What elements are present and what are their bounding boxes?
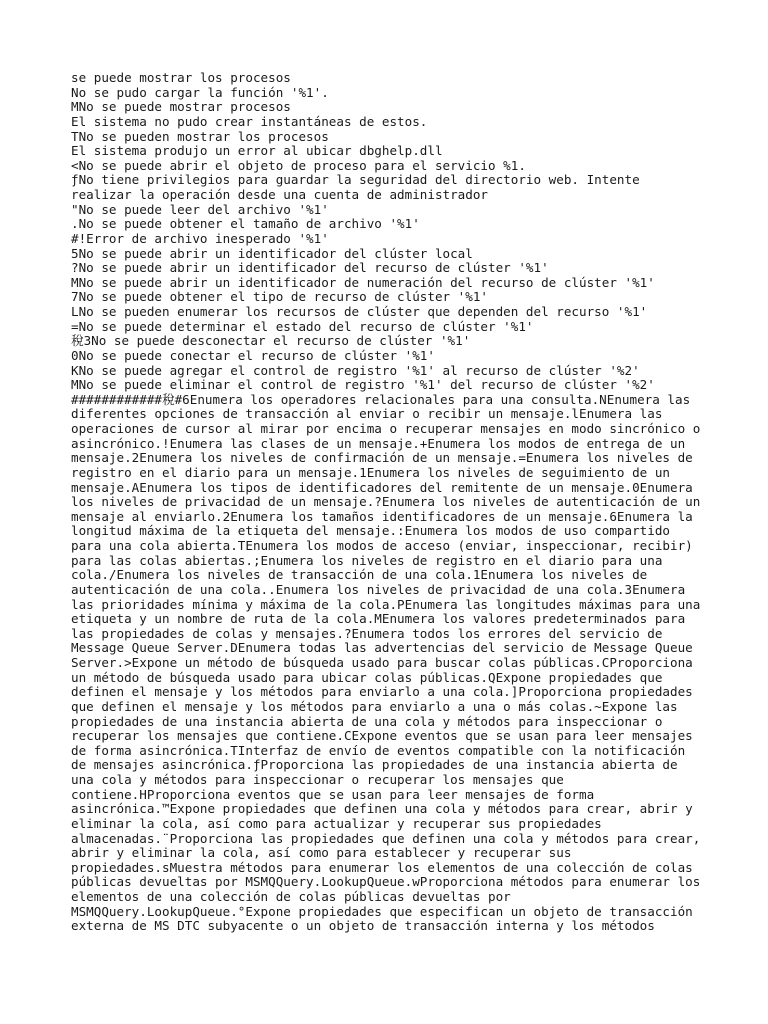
- text-line: registro en el diario para un mensaje.1Enumera los niveles de seguimiento de un: [71, 465, 670, 480]
- text-line: longitud máxima de la etiqueta del mensaje.:Enumera los modos de uso compartido: [71, 524, 670, 539]
- text-line: asincrónica.™Expone propiedades que definen una cola y métodos para crear, abrir y: [71, 802, 693, 817]
- text-line: #!Error de archivo inesperado '%1': [71, 231, 329, 246]
- text-line: de forma asincrónica.TInterfaz de envío de eventos compatible con la notificación: [71, 743, 686, 758]
- text-line: El sistema produjo un error al ubicar dbghelp.dll: [71, 144, 443, 159]
- text-line: mensaje.2Enumera los niveles de confirmación de un mensaje.=Enumera los niveles de: [71, 451, 693, 466]
- text-line: externa de MS DTC subyacente o un objeto de transacción interna y los métodos: [71, 919, 655, 934]
- text-line: MNo se puede eliminar el control de registro '%1' del recurso de clúster '%2': [71, 378, 655, 393]
- text-line: TNo se pueden mostrar los procesos: [71, 129, 329, 144]
- text-line: almacenadas.¨Proporciona las propiedades que definen una cola y métodos para crear,: [71, 831, 701, 846]
- text-line: para una cola abierta.TEnumera los modos de acceso (enviar, inspeccionar, recibir): [71, 539, 693, 553]
- text-line: los niveles de privacidad de un mensaje.?Enumera los niveles de autenticación de un: [71, 495, 701, 510]
- text-line: elementos de una colección de colas públicas devueltas por: [71, 890, 511, 904]
- text-line: Server.>Expone un método de búsqueda usado para buscar colas públicas.CProporciona: [71, 656, 693, 670]
- text-line: cola./Enumera los niveles de transacción de una cola.1Enumera los niveles de: [71, 568, 648, 583]
- text-line: operaciones de cursor al mirar por encima o recuperar mensajes en modo sincrónico o: [71, 422, 701, 436]
- text-line: propiedades.sMuestra métodos para enumerar los elementos de una colección de colas: [71, 860, 693, 875]
- text-line: 稅3No se puede desconectar el recurso de clúster '%1': [71, 334, 471, 349]
- text-line: abrir y eliminar la cola, así como para establecer y recuperar sus: [71, 846, 572, 861]
- text-line: asincrónico.!Enumera las clases de un mensaje.+Enumera los modos de entrega de un: [71, 436, 686, 451]
- text-line: ############稅#6Enumera los operadores relacionales para una consulta.NEnumera las: [71, 392, 691, 407]
- text-line: =No se puede determinar el estado del recurso de clúster '%1': [71, 319, 534, 334]
- text-line: .No se puede obtener el tamaño de archivo '%1': [71, 217, 420, 232]
- text-line: públicas devueltas por MSMQQuery.LookupQueue.wProporciona métodos para enumerar los: [71, 875, 701, 890]
- text-line: contiene.HProporciona eventos que se usan para leer mensajes de forma: [71, 787, 595, 802]
- text-line: etiqueta y un nombre de ruta de la cola.MEnumera los valores predeterminados para: [71, 612, 686, 627]
- text-line: Message Queue Server.DEnumera todas las advertencias del servicio de Message Queue: [71, 641, 693, 656]
- text-line: El sistema no pudo crear instantáneas de estos.: [71, 114, 428, 129]
- text-line: recuperar los mensajes que contiene.CExpone eventos que se usan para leer mensajes: [71, 729, 693, 744]
- text-line: ?No se puede abrir un identificador del recurso de clúster '%1': [71, 261, 549, 276]
- text-line: un método de búsqueda usado para ubicar colas públicas.QExpone propiedades que: [71, 670, 663, 685]
- text-line: se puede mostrar los procesos: [71, 71, 291, 85]
- text-line: 0No se puede conectar el recurso de clúster '%1': [71, 348, 435, 363]
- text-line: LNo se pueden enumerar los recursos de clúster que dependen del recurso '%1': [71, 305, 648, 319]
- text-line: mensaje.AEnumera los tipos de identificadores del remitente de un mensaje.0Enumera: [71, 480, 693, 495]
- text-line: realizar la operación desde una cuenta de administrador: [71, 188, 489, 202]
- document-text: [71, 71, 701, 934]
- text-line: de mensajes asincrónica.ƒProporciona las propiedades de una instancia abierta de: [71, 758, 678, 773]
- text-line: No se pudo cargar la función '%1'.: [71, 85, 329, 100]
- text-line: las prioridades mínima y máxima de la cola.PEnumera las longitudes máximas para una: [71, 597, 701, 612]
- text-line: "No se puede leer del archivo '%1': [71, 202, 329, 217]
- text-line: una cola y métodos para inspeccionar o recuperar los mensajes que: [71, 773, 564, 787]
- text-line: eliminar la cola, así como para actualizar y recuperar sus propiedades: [71, 816, 602, 831]
- text-line: 5No se puede abrir un identificador del clúster local: [71, 246, 473, 261]
- text-line: diferentes opciones de transacción al enviar o recibir un mensaje.lEnumera las: [71, 407, 663, 422]
- text-line: ƒNo tiene privilegios para guardar la seguridad del directorio web. Intente: [71, 173, 640, 188]
- text-line: autenticación de una cola..Enumera los niveles de privacidad de una cola.3Enumera: [71, 582, 686, 597]
- text-line: propiedades de una instancia abierta de una cola y métodos para inspeccionar o: [71, 714, 663, 729]
- text-line: para las colas abiertas.;Enumera los niveles de registro en el diario para una: [71, 553, 663, 568]
- text-line: MNo se puede mostrar procesos: [71, 100, 291, 115]
- text-line: que definen el mensaje y los métodos para enviarlo a una o más colas.~Expone las: [71, 699, 678, 714]
- text-line: MSMQQuery.LookupQueue.°Expone propiedades que especifican un objeto de transacción: [71, 904, 693, 919]
- text-line: las propiedades de colas y mensajes.?Enumera todos los errores del servicio de: [71, 626, 663, 641]
- text-line: mensaje al enviarlo.2Enumera los tamaños identificadores de un mensaje.6Enumera la: [71, 509, 693, 524]
- text-line: MNo se puede abrir un identificador de numeración del recurso de clúster '%1': [71, 275, 655, 290]
- text-line: KNo se puede agregar el control de registro '%1' al recurso de clúster '%2': [71, 363, 640, 378]
- text-line: definen el mensaje y los métodos para enviarlo a una cola.]Proporciona propiedades: [71, 685, 693, 700]
- text-line: 7No se puede obtener el tipo de recurso de clúster '%1': [71, 290, 489, 305]
- text-line: <No se puede abrir el objeto de proceso para el servicio %1.: [71, 158, 526, 173]
